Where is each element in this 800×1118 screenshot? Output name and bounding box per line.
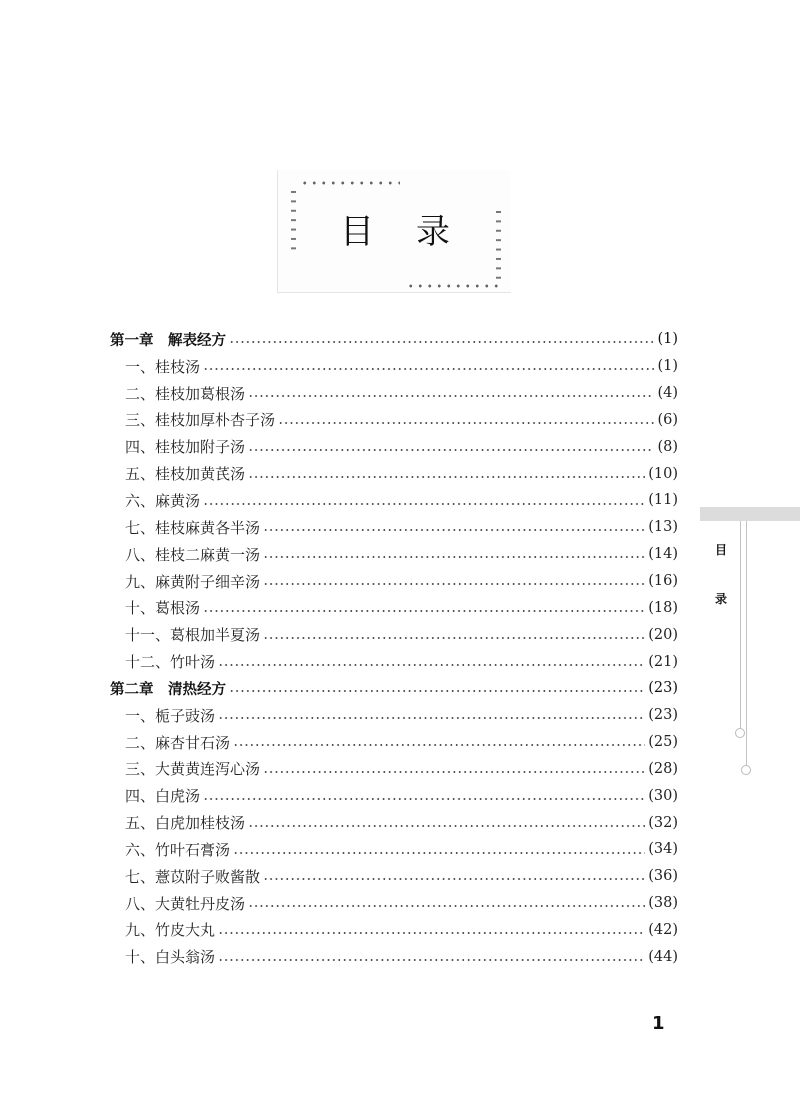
dot-leader <box>248 441 654 456</box>
dot-leader <box>203 602 645 617</box>
side-tab-line <box>740 521 741 729</box>
dot-leader <box>248 388 654 403</box>
dot-leader <box>263 549 645 564</box>
dot-leader <box>233 844 645 859</box>
toc-entry-title: 六、竹叶石膏汤 <box>125 840 231 859</box>
title-border-dots-bottom <box>406 284 501 288</box>
toc-entry-page: (4) <box>657 385 678 402</box>
toc-entry[interactable] <box>110 621 678 648</box>
toc-entry[interactable] <box>110 782 678 809</box>
toc-chapter[interactable] <box>110 675 678 702</box>
dot-leader <box>263 629 645 644</box>
table-of-contents <box>110 326 678 970</box>
toc-entry-title: 十、葛根汤 <box>125 599 201 618</box>
toc-entry[interactable] <box>110 514 678 541</box>
toc-entry-title: 八、大黄牡丹皮汤 <box>125 894 246 913</box>
dot-leader <box>278 414 654 429</box>
toc-entry-page: (14) <box>648 546 678 563</box>
toc-entry-title: 四、白虎汤 <box>125 787 201 806</box>
toc-entry-page: (36) <box>648 868 678 885</box>
toc-entry-title: 六、麻黄汤 <box>125 491 201 510</box>
toc-entry-page: (42) <box>648 921 678 938</box>
toc-entry[interactable] <box>110 353 678 380</box>
dot-leader <box>218 656 645 671</box>
toc-entry-title: 五、白虎加桂枝汤 <box>125 814 246 833</box>
toc-entry-page: (28) <box>648 760 678 777</box>
toc-entry[interactable] <box>110 836 678 863</box>
toc-chapter[interactable] <box>110 326 678 353</box>
toc-entry-page: (1) <box>657 331 678 348</box>
toc-entry[interactable] <box>110 729 678 756</box>
toc-entry-title: 二、麻杏甘石汤 <box>125 733 231 752</box>
toc-entry-page: (25) <box>648 734 678 751</box>
dot-leader <box>263 522 645 537</box>
toc-entry-page: (21) <box>648 653 678 670</box>
page-title: 目录 <box>340 212 492 252</box>
toc-entry-title: 四、桂枝加附子汤 <box>125 438 246 457</box>
toc-entry-page: (30) <box>648 787 678 804</box>
toc-entry-page: (23) <box>648 707 678 724</box>
dot-leader <box>218 710 645 725</box>
toc-entry-page: (8) <box>657 438 678 455</box>
toc-entry-title: 五、桂枝加黄芪汤 <box>125 465 246 484</box>
dot-leader <box>248 817 645 832</box>
toc-entry-page: (1) <box>657 358 678 375</box>
dot-leader <box>248 468 645 483</box>
page-number: 1 <box>652 1013 665 1034</box>
toc-entry-page: (11) <box>648 492 678 509</box>
title-border-dots-top <box>300 181 400 185</box>
toc-entry-page: (13) <box>648 519 678 536</box>
side-tab-label: 录 <box>715 592 728 606</box>
toc-entry-page: (34) <box>648 841 678 858</box>
toc-entry-page: (6) <box>657 411 678 428</box>
toc-entry-title: 九、麻黄附子细辛汤 <box>125 572 261 591</box>
dot-leader <box>263 763 645 778</box>
dot-leader <box>263 576 645 591</box>
toc-entry-page: (16) <box>648 573 678 590</box>
toc-entry[interactable] <box>110 487 678 514</box>
title-box <box>277 170 511 293</box>
toc-entry[interactable] <box>110 890 678 917</box>
toc-entry[interactable] <box>110 809 678 836</box>
side-tab-circle <box>741 765 751 775</box>
toc-entry[interactable] <box>110 863 678 890</box>
toc-entry-page: (18) <box>648 599 678 616</box>
toc-entry[interactable] <box>110 943 678 970</box>
dot-leader <box>229 683 645 698</box>
toc-entry-title: 十、白头翁汤 <box>125 948 216 967</box>
toc-entry-title: 十一、葛根加半夏汤 <box>125 626 261 645</box>
toc-entry[interactable] <box>110 917 678 944</box>
toc-entry[interactable] <box>110 702 678 729</box>
toc-entry[interactable] <box>110 594 678 621</box>
toc-entry[interactable] <box>110 380 678 407</box>
dot-leader <box>233 737 645 752</box>
title-border-dots-left <box>291 191 296 251</box>
toc-entry-title: 八、桂枝二麻黄一汤 <box>125 545 261 564</box>
toc-entry-page: (23) <box>648 680 678 697</box>
title-border-dots-right <box>496 211 501 281</box>
toc-entry[interactable] <box>110 541 678 568</box>
toc-entry-page: (32) <box>648 814 678 831</box>
toc-entry-title: 一、桂枝汤 <box>125 357 201 376</box>
toc-entry-title: 十二、竹叶汤 <box>125 653 216 672</box>
dot-leader <box>203 361 654 376</box>
toc-entry-title: 第二章 清热经方 <box>110 681 226 698</box>
toc-entry-page: (38) <box>648 895 678 912</box>
toc-entry-page: (44) <box>648 948 678 965</box>
toc-entry-title: 三、大黄黄连泻心汤 <box>125 760 261 779</box>
toc-entry-title: 三、桂枝加厚朴杏子汤 <box>125 411 276 430</box>
dot-leader <box>203 790 645 805</box>
toc-entry[interactable] <box>110 433 678 460</box>
dot-leader <box>248 898 645 913</box>
toc-entry[interactable] <box>110 407 678 434</box>
side-tab-circle <box>735 728 745 738</box>
toc-entry-title: 二、桂枝加葛根汤 <box>125 384 246 403</box>
toc-entry-title: 七、桂枝麻黄各半汤 <box>125 518 261 537</box>
dot-leader <box>203 495 645 510</box>
side-tab-label: 目 <box>715 543 728 557</box>
toc-entry[interactable] <box>110 460 678 487</box>
toc-entry-title: 第一章 解表经方 <box>110 332 226 349</box>
dot-leader <box>218 924 645 939</box>
toc-entry[interactable] <box>110 568 678 595</box>
side-tab-bar <box>700 507 800 521</box>
toc-entry[interactable] <box>110 756 678 783</box>
dot-leader <box>229 334 654 349</box>
toc-entry-page: (10) <box>648 465 678 482</box>
toc-entry-title: 七、薏苡附子败酱散 <box>125 867 261 886</box>
toc-entry[interactable] <box>110 648 678 675</box>
toc-entry-page: (20) <box>648 626 678 643</box>
side-tab-line <box>746 521 747 766</box>
dot-leader <box>218 951 645 966</box>
toc-entry-title: 九、竹皮大丸 <box>125 921 216 940</box>
toc-entry-title: 一、栀子豉汤 <box>125 706 216 725</box>
dot-leader <box>263 871 645 886</box>
